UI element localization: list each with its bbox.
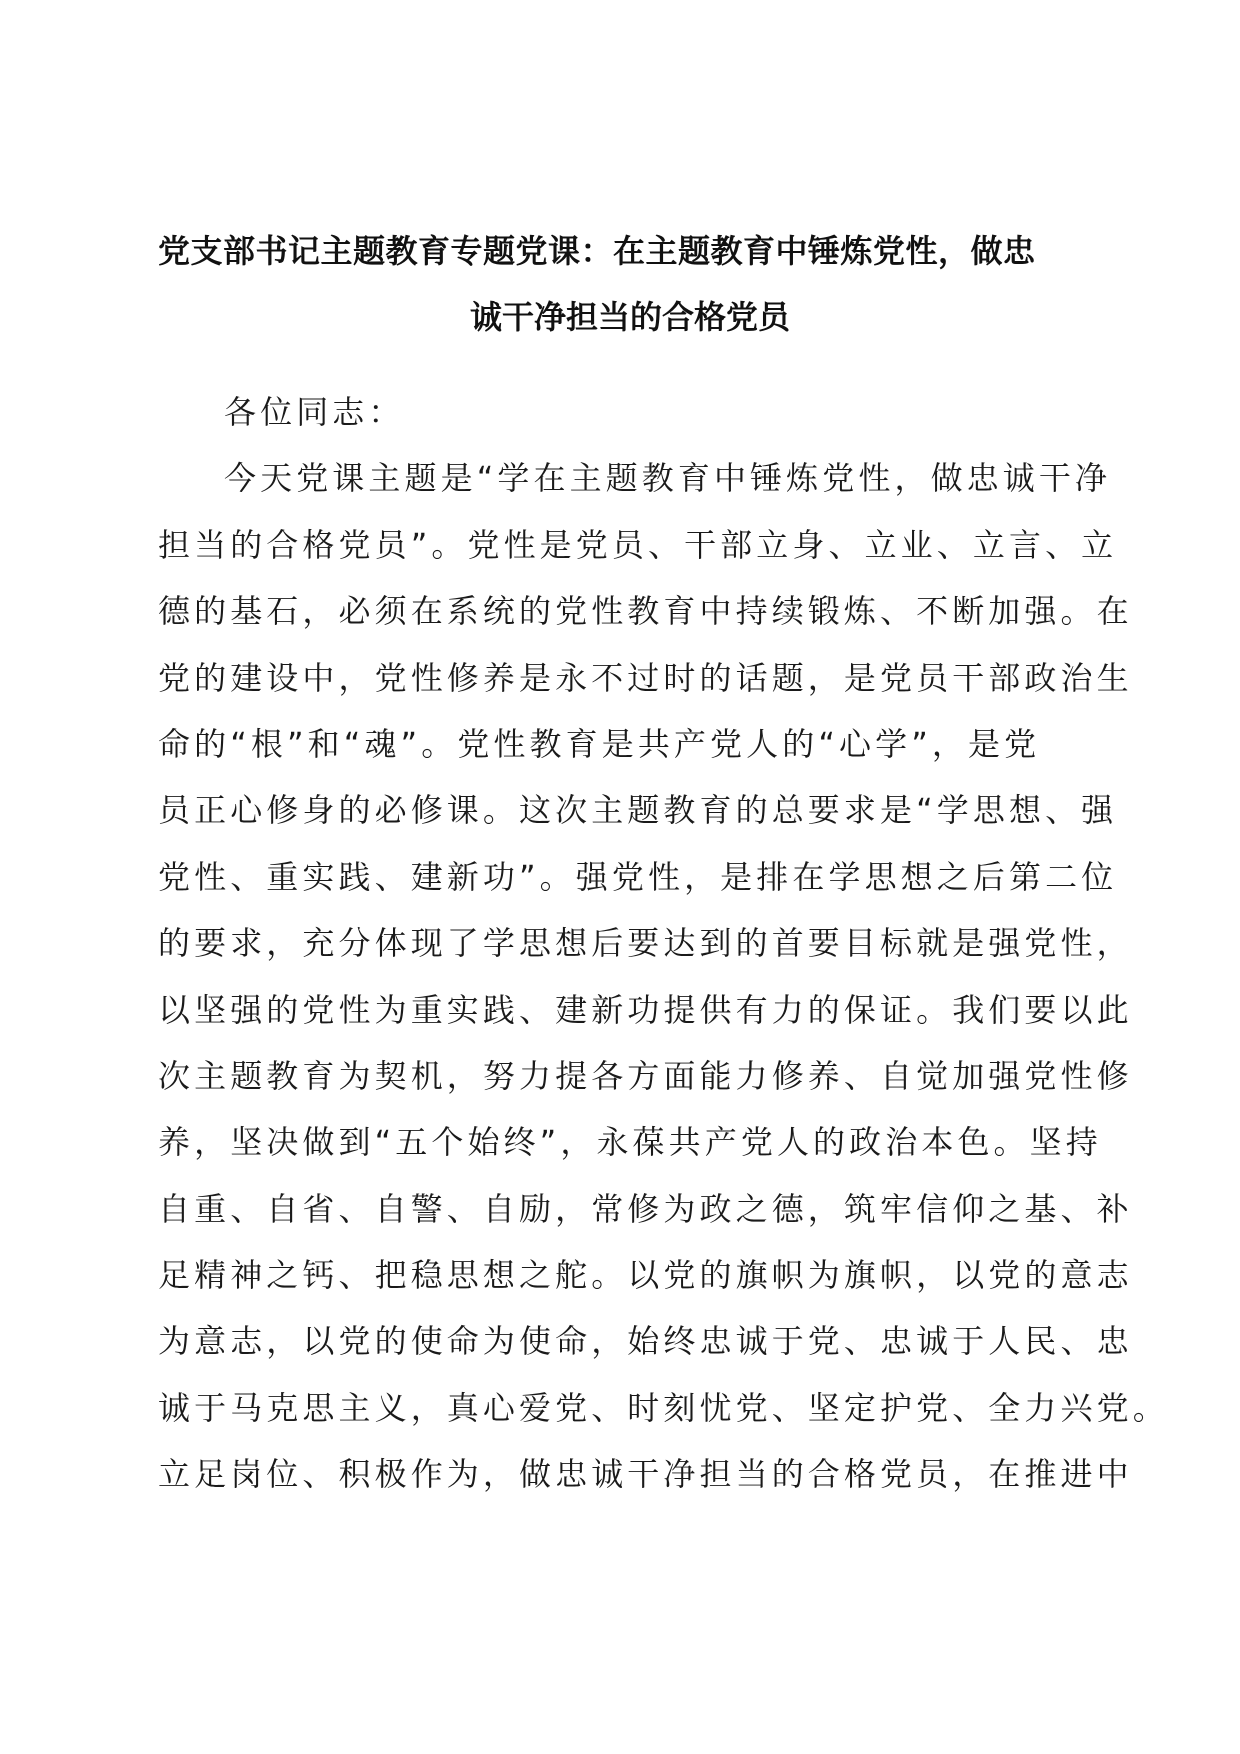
title-line: 党支部书记主题教育专题党课：在主题教育中锤炼党性，做忠	[158, 232, 1036, 270]
title-line: 诚干净担当的合格党员	[469, 298, 790, 336]
paragraph-line: 今天党课主题是“学在主题教育中锤炼党性，做忠诚干净	[224, 459, 1112, 498]
paragraph-line: 的要求，充分体现了学思想后要达到的首要目标就是强党性，	[158, 924, 1133, 963]
paragraph-line: 党的建设中，党性修养是永不过时的话题，是党员干部政治生	[158, 658, 1133, 697]
paragraph-line: 员正心修身的必修课。这次主题教育的总要求是“学思想、强	[158, 791, 1118, 830]
document-body	[158, 379, 1169, 1508]
paragraph-line: 为意志，以党的使命为使命，始终忠诚于党、忠诚于人民、忠	[158, 1322, 1133, 1361]
paragraph-line: 以坚强的党性为重实践、建新功提供有力的保证。我们要以此	[158, 990, 1133, 1029]
paragraph-line: 党性、重实践、建新功”。强党性，是排在学思想之后第二位	[158, 857, 1118, 896]
paragraph-line: 德的基石，必须在系统的党性教育中持续锻炼、不断加强。在	[158, 592, 1133, 631]
paragraph-line: 担当的合格党员”。党性是党员、干部立身、立业、立言、立	[158, 525, 1118, 564]
paragraph-line: 次主题教育为契机，努力提各方面能力修养、自觉加强党性修	[158, 1056, 1133, 1095]
paragraph-line: 诚于马克思主义，真心爱党、时刻忧党、坚定护党、全力兴党。	[158, 1388, 1169, 1427]
paragraph-line: 命的“根”和“魂”。党性教育是共产党人的“心学”，是党	[158, 724, 1041, 763]
paragraph-line: 自重、自省、自警、自励，常修为政之德，筑牢信仰之基、补	[158, 1189, 1133, 1228]
paragraph-line: 立足岗位、积极作为，做忠诚干净担当的合格党员，在推进中	[158, 1455, 1133, 1494]
document-title	[158, 218, 1082, 350]
paragraph-line: 养，坚决做到“五个始终”，永葆共产党人的政治本色。坚持	[158, 1123, 1102, 1162]
paragraph-line: 足精神之钙、把稳思想之舵。以党的旗帜为旗帜，以党的意志	[158, 1256, 1133, 1295]
salutation: 各位同志：	[224, 393, 405, 431]
